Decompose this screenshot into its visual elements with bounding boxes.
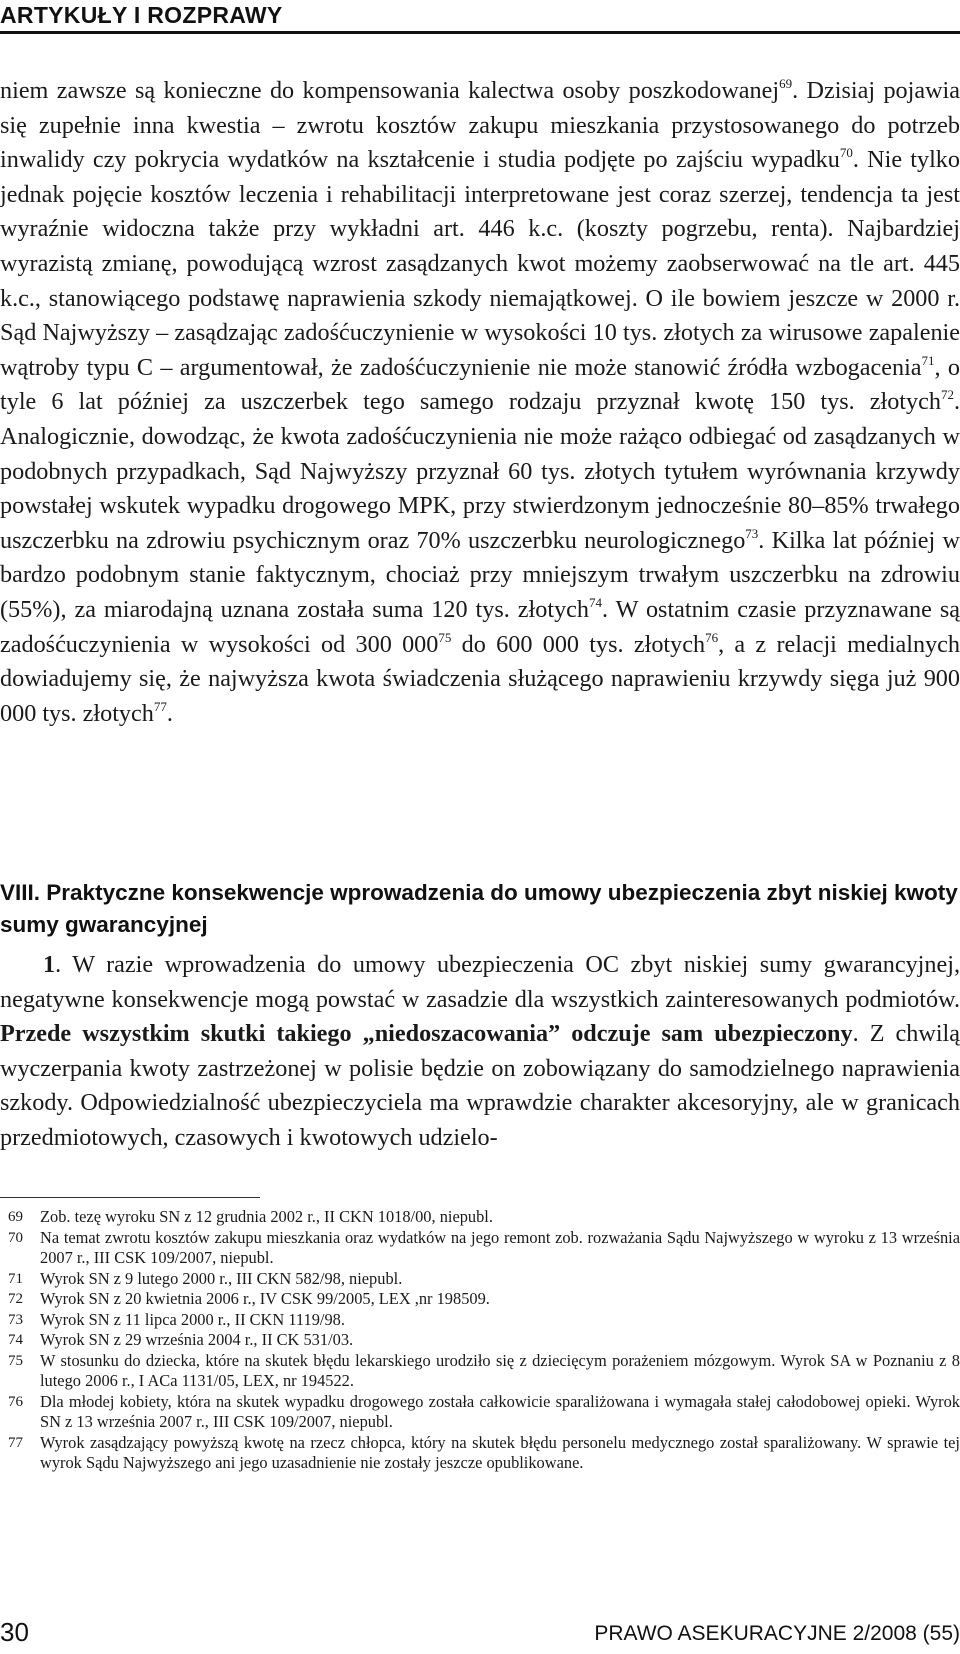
footnote-ref-72[interactable]: 72 — [940, 387, 954, 403]
footnote-ref-70[interactable]: 70 — [839, 145, 853, 161]
footnote-74: 74 Wyrok SN z 29 września 2004 r., II CK 531/03. — [8, 1330, 354, 1349]
footnote-ref-77[interactable]: 77 — [153, 698, 167, 714]
emphasized-text: Przede wszystkim skutki takiego „niedoszacowania” odczuje sam ubezpieczony — [0, 1020, 853, 1048]
footnote-72: 72 Wyrok SN z 20 kwietnia 2006 r., IV CSK 99/2005, LEX ,nr 198509. — [8, 1289, 490, 1308]
paragraph-1: niem zawsze są konieczne do kompensowania kalectwa osoby poszkodowanej$^{69}$. Dzisiaj pojawia się zupełnie inna kwestia – zwrotu kosztów zakupu mieszkania przystosowanego do potrzeb inwalidy czy pokrycia wydatków na kształcenie i studia podjęte po zajściu wypadku$^{70}$. Nie tylko jednak pojęcie kosztów leczenia i rehabilitacji interpretowane jest coraz szerzej, tendencja ta jest wyraźnie widoczna także przy wykładni art. 446 k.c. (koszty pogrzebu, renta). Najbardziej wyrazistą zmianę, powodującą wzrost zasądzanych kwot możemy zaobserwować na tle art. 445 k.c., stanowiącego podstawę naprawienia szkody niemajątkowej. O ile bowiem jeszcze w 2000 r. Sąd Najwyższy – zasądzając zadośćuczynienie w wysokości 10 tys. złotych za wirusowe zapalenie wątroby typu C – argumentował, że zadośćuczynienie nie może stanowić źródła wzbogacenia$^{71}$, o tyle 6 lat później za uszczerbek tego samego rodzaju przyznał kwotę 150 tys. złotych$^{72}$. Analogicznie, dowodząc, że kwota zadośćuczynienia nie może rażąco odbiegać od zasądzanych w podobnych przypadkach, Sąd Najwyższy przyznał 60 tys. złotych tytułem wyrównania krzywdy powstałej wskutek wypadku drogowego MPK, przy stwierdzonym jednocześnie 80–85% trwałego uszczerbku na zdrowiu psychicznym oraz 70% uszczerbku neurologicznego$^{73}$. Kilka lat później w bardzo podobnym stanie faktycznym, chociaż przy mniejszym trwałym uszczerbku na zdrowiu (55%), za miarodajną uznana została suma 120 tys. złotych$^{74}$. W ostatnim czasie przyznawane są zadośćuczynienia w wysokości od 300 $000^{75}$ do 600 000 tys. złotych$^{76}$, a z relacji medialnych dowiadujemy się, że najwyższa kwota świadczenia służącego naprawieniu krzywdy sięga już 900 000 tys. złotych$^{77}$. — [0, 76, 960, 727]
chapter-number: VIII. — [0, 880, 41, 905]
page-footer — [0, 1615, 960, 1649]
footnote-ref-76[interactable]: 76 — [705, 629, 719, 645]
footnote-ref-73[interactable]: 73 — [745, 525, 759, 541]
header-rule — [0, 31, 960, 34]
chapter-title: Praktyczne konsekwencje wprowadzenia do umowy ubezpieczenia zbyt niskiej kwoty sumy gwarancyjnej — [0, 880, 958, 937]
footnote-ref-69[interactable]: 69 — [779, 76, 793, 91]
point-number: 1 — [43, 951, 56, 978]
footnote-ref-71[interactable]: 71 — [921, 352, 935, 368]
journal-name: PRAWO ASEKURACYJNE 2/2008 (55) — [594, 1622, 960, 1645]
footnote-75: 75 W stosunku do dziecka, które na skutek błędu lekarskiego urodziło się z dziecięcym porażeniem mózgowym. Wyrok SA w Poznaniu z 8 lutego 2006 r., I ACa 1131/05, LEX, nr 194522. — [8, 1350, 960, 1390]
main-text — [0, 74, 960, 731]
footnote-separator — [0, 1197, 260, 1198]
footnote-ref-75[interactable]: 75 — [438, 629, 452, 645]
chapter-text — [0, 948, 960, 1156]
section-title: ARTYKUŁY I ROZPRAWY — [0, 2, 283, 28]
footnote-71: 71 Wyrok SN z 9 lutego 2000 r., III CKN 582/98, niepubl. — [8, 1268, 403, 1288]
footnote-73: 73 Wyrok SN z 11 lipca 2000 r., II CKN 1119/98. — [8, 1309, 345, 1329]
footnote-69: 69 Zob. tezę wyroku SN z 12 grudnia 2002 r., II CKN 1018/00, niepubl. — [8, 1207, 493, 1226]
footnote-ref-74[interactable]: 74 — [589, 594, 602, 610]
footnote-76: 76 Dla młodej kobiety, która na skutek wypadku drogowego została całkowicie sparaliżowana i wymagała stałej całodobowej opieki. Wyrok SN z 13 września 2007 r., III CSK 109/2007, niepubl. — [8, 1391, 960, 1431]
chapter-heading — [0, 877, 960, 941]
footnote-77: 77 Wyrok zasądzający powyższą kwotę na rzecz chłopca, który na skutek błędu personelu medycznego został sparaliżowany. W sprawie tej wyrok Sądu Najwyższego ani jego uzasadnienie nie zostały jeszcze opublikowane. — [8, 1432, 960, 1472]
footnotes — [0, 1207, 960, 1474]
paragraph-point-1: 1. W razie wprowadzenia do umowy ubezpieczenia OC zbyt niskiej sumy gwarancyjnej, negatywne konsekwencje mogą powstać w zasadzie dla wszystkich zainteresowanych podmiotów. Przede wszystkim skutki takiego „niedoszacowania” odczuje sam ubezpieczony. Z chwilą wyczerpania kwoty zastrzeżonej w polisie będzie on zobowiązany do samodzielnego naprawienia szkody. Odpowiedzialność ubezpieczyciela ma wprawdzie charakter akcesoryjny, ale w granicach przedmiotowych, czasowych i kwotowych udzielo- — [0, 951, 960, 1151]
page-number: 30 — [0, 1617, 29, 1647]
footnote-70: 70 Na temat zwrotu kosztów zakupu mieszkania oraz wydatków na jego remont zob. rozważania Sądu Najwyższego w wyroku z 13 września 2007 r., III CSK 109/2007, niepubl. — [8, 1227, 960, 1267]
